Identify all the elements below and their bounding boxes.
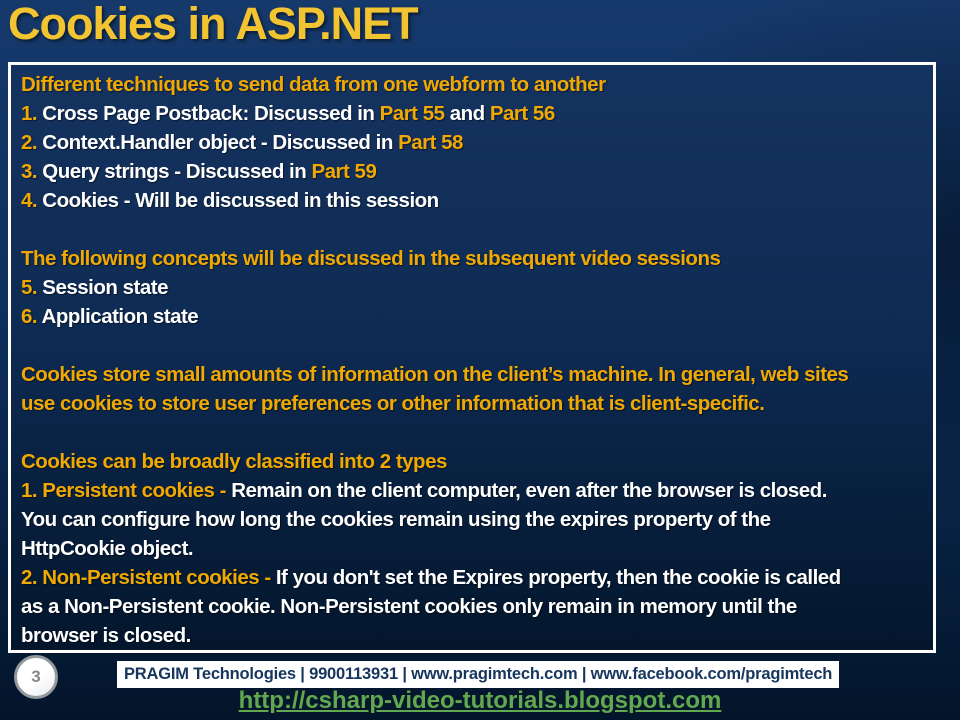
content-line [21, 302, 923, 331]
slide-title: Cookies in ASP.NET [8, 0, 418, 49]
content-line [21, 99, 923, 128]
content-segment: Session state [42, 276, 168, 299]
content-line [21, 273, 923, 302]
content-segment: 5. [21, 276, 43, 299]
content-line [21, 505, 923, 534]
content-segment: Cookies store small amounts of information on the client’s machine. In general, web sites [21, 363, 849, 386]
content-line [21, 563, 923, 592]
content-line [21, 244, 923, 273]
content-segment: Part 56 [489, 102, 555, 125]
content-segment: Cross Page Postback: Discussed in [42, 102, 380, 125]
content-line [21, 128, 923, 157]
content-lines [21, 70, 923, 650]
content-segment: and [444, 102, 490, 125]
content-segment: Application state [41, 305, 199, 328]
content-segment: Part 58 [398, 131, 463, 154]
content-line [21, 215, 923, 244]
slide-number-text: 3 [31, 667, 41, 686]
content-line [21, 447, 923, 476]
content-segment: You can configure how long the cookies remain using the expires property of the [21, 508, 771, 531]
content-line [21, 360, 923, 389]
content-line [21, 621, 923, 650]
content-segment: Context.Handler object - Discussed in [42, 131, 399, 154]
content-segment: Remain on the client computer, even after the browser is closed. [231, 479, 827, 502]
content-line [21, 418, 923, 447]
content-line [21, 186, 923, 215]
content-segment: 4. [21, 189, 43, 212]
content-box [8, 62, 936, 653]
content-segment: use cookies to store user preferences or other information that is client-specific. [21, 392, 765, 415]
content-segment: 1. Persistent cookies - [21, 479, 232, 502]
content-segment: 6. [21, 305, 42, 328]
content-segment: HttpCookie object. [21, 537, 194, 560]
content-segment: The following concepts will be discussed in the subsequent video sessions [21, 247, 721, 270]
content-segment: Part 55 [379, 102, 445, 125]
content-line [21, 476, 923, 505]
footer-company-bar: PRAGIM Technologies | 9900113931 | www.pragimtech.com | www.facebook.com/pragimtech [117, 661, 839, 688]
content-line [21, 70, 923, 99]
content-segment: Part 59 [311, 160, 377, 183]
footer-blog-link[interactable]: http://csharp-video-tutorials.blogspot.com [238, 687, 722, 714]
content-segment: Query strings - Discussed in [42, 160, 312, 183]
content-line [21, 534, 923, 563]
content-line [21, 157, 923, 186]
content-segment: browser is closed. [21, 624, 191, 647]
content-segment: 2. Non-Persistent cookies - [21, 566, 276, 589]
content-segment: If you don't set the Expires property, then the cookie is called [275, 566, 841, 589]
content-line [21, 389, 923, 418]
content-segment: 1. [21, 102, 43, 125]
content-segment: 2. [21, 131, 43, 154]
content-line [21, 331, 923, 360]
content-segment: Cookies - Will be discussed in this session [42, 189, 439, 212]
content-segment: 3. [21, 160, 43, 183]
content-segment: Different techniques to send data from one webform to another [21, 73, 606, 96]
content-segment: as a Non-Persistent cookie. Non-Persistent cookies only remain in memory until the [21, 595, 797, 618]
content-line [21, 592, 923, 621]
content-segment: Cookies can be broadly classified into 2 types [21, 450, 447, 473]
